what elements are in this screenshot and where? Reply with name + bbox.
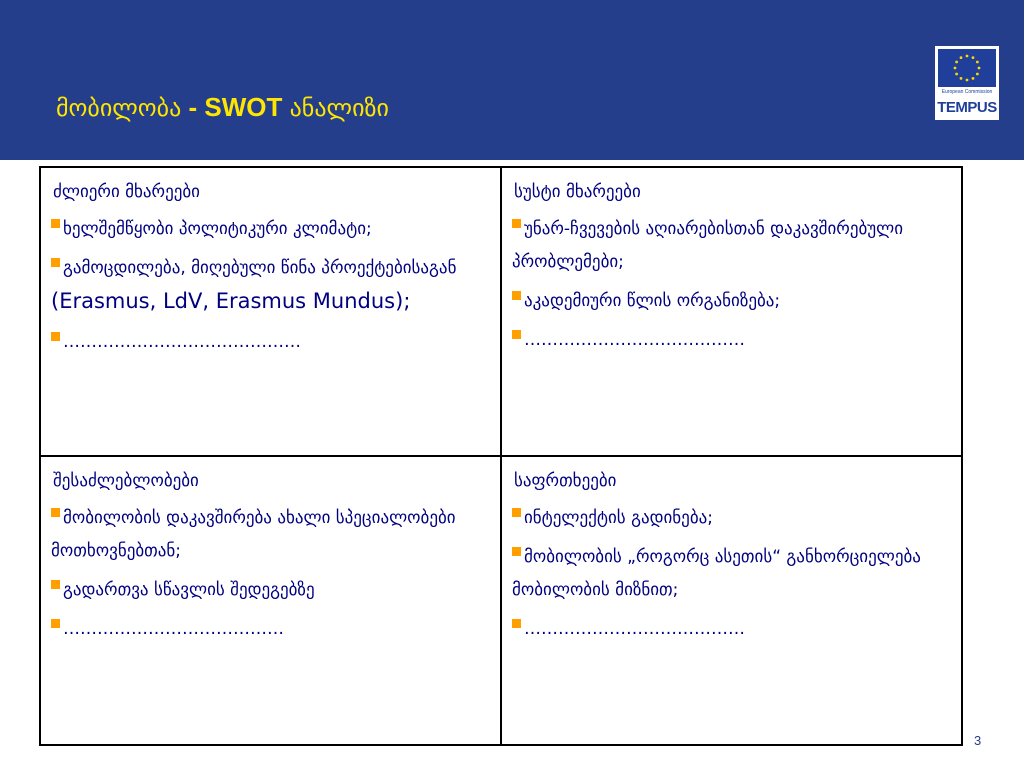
threat-item-text: მობილობის „როგორც ასეთის“ განხორციელება მობილობის მიზნით; bbox=[512, 547, 921, 600]
weaknesses-heading: სუსტი მხარეები bbox=[514, 182, 641, 202]
eu-star-icon bbox=[966, 79, 969, 82]
bullet-icon bbox=[512, 619, 521, 628]
opportunity-item-text: ………………………………… bbox=[63, 619, 284, 639]
weakness-item bbox=[512, 324, 951, 357]
bullet-icon bbox=[512, 219, 521, 228]
eu-stars-icon bbox=[938, 49, 996, 87]
bullet-icon bbox=[51, 219, 60, 228]
bullet-icon bbox=[512, 330, 521, 339]
bullet-icon bbox=[512, 291, 521, 300]
eu-star-icon bbox=[972, 56, 975, 59]
logo-name: TEMPUS bbox=[937, 99, 997, 116]
threat-item-text: ………………………………… bbox=[524, 619, 745, 639]
threat-item bbox=[512, 613, 951, 646]
bullet-icon bbox=[51, 619, 60, 628]
strength-item-latin: (Erasmus, LdV, Erasmus Mundus); bbox=[51, 289, 411, 313]
strength-item-text: გამოცდილება, მიღებული წინა პროექტებისაგან bbox=[63, 258, 457, 278]
logo-caption: European Commission bbox=[941, 89, 993, 95]
bullet-icon bbox=[51, 508, 60, 517]
page-number: 3 bbox=[974, 733, 982, 748]
weakness-item-text: ………………………………… bbox=[524, 330, 745, 350]
opportunity-item bbox=[51, 613, 490, 646]
eu-star-icon bbox=[976, 73, 979, 76]
tempus-logo bbox=[935, 46, 999, 120]
weakness-item-text: უნარ-ჩვევების აღიარებისთან დაკავშირებული პრობლემები; bbox=[512, 219, 904, 272]
threats-heading: საფრთხეები bbox=[514, 471, 617, 491]
swot-cell-weaknesses bbox=[501, 167, 962, 456]
title-part-1: მობილობა bbox=[56, 94, 182, 122]
strengths-heading: ძლიერი მხარეები bbox=[53, 182, 200, 202]
strength-item-text: …………………………………… bbox=[63, 332, 301, 352]
bullet-icon bbox=[512, 508, 521, 517]
bullet-icon bbox=[51, 258, 60, 267]
threat-item bbox=[512, 541, 951, 607]
eu-star-icon bbox=[955, 73, 958, 76]
opportunity-item-text: გადართვა სწავლის შედეგებზე bbox=[63, 580, 315, 600]
bullet-icon bbox=[51, 580, 60, 589]
threat-item-text: ინტელექტის გადინება; bbox=[524, 508, 713, 528]
eu-flag-icon bbox=[938, 49, 996, 87]
eu-star-icon bbox=[972, 77, 975, 80]
weakness-item-text: აკადემიური წლის ორგანიზება; bbox=[524, 291, 781, 311]
strength-item bbox=[51, 252, 490, 320]
eu-star-icon bbox=[954, 67, 957, 70]
opportunity-item-text: მობილობის დაკავშირება ახალი სპეციალობები მოთხოვნებთან; bbox=[51, 508, 456, 561]
slide-title bbox=[56, 92, 389, 123]
bullet-icon bbox=[51, 332, 60, 341]
title-part-swot: - SWOT bbox=[181, 92, 290, 122]
slide-header bbox=[0, 0, 1024, 160]
swot-cell-opportunities bbox=[40, 456, 501, 745]
swot-cell-threats bbox=[501, 456, 962, 745]
strength-item-text: ხელშემწყობი პოლიტიკური კლიმატი; bbox=[63, 219, 372, 239]
opportunity-item bbox=[51, 574, 490, 607]
eu-star-icon bbox=[976, 61, 979, 64]
eu-star-icon bbox=[960, 77, 963, 80]
strength-item bbox=[51, 213, 490, 246]
eu-star-icon bbox=[960, 56, 963, 59]
title-part-2: ანალიზი bbox=[289, 94, 389, 122]
bullet-icon bbox=[512, 547, 521, 556]
swot-cell-strengths bbox=[40, 167, 501, 456]
strength-item bbox=[51, 326, 490, 359]
eu-star-icon bbox=[978, 67, 981, 70]
weakness-item bbox=[512, 213, 951, 279]
threat-item bbox=[512, 502, 951, 535]
eu-star-icon bbox=[966, 55, 969, 58]
swot-table bbox=[39, 166, 963, 746]
eu-star-icon bbox=[955, 61, 958, 64]
opportunity-item bbox=[51, 502, 490, 568]
weakness-item bbox=[512, 285, 951, 318]
opportunities-heading: შესაძლებლობები bbox=[53, 471, 199, 491]
